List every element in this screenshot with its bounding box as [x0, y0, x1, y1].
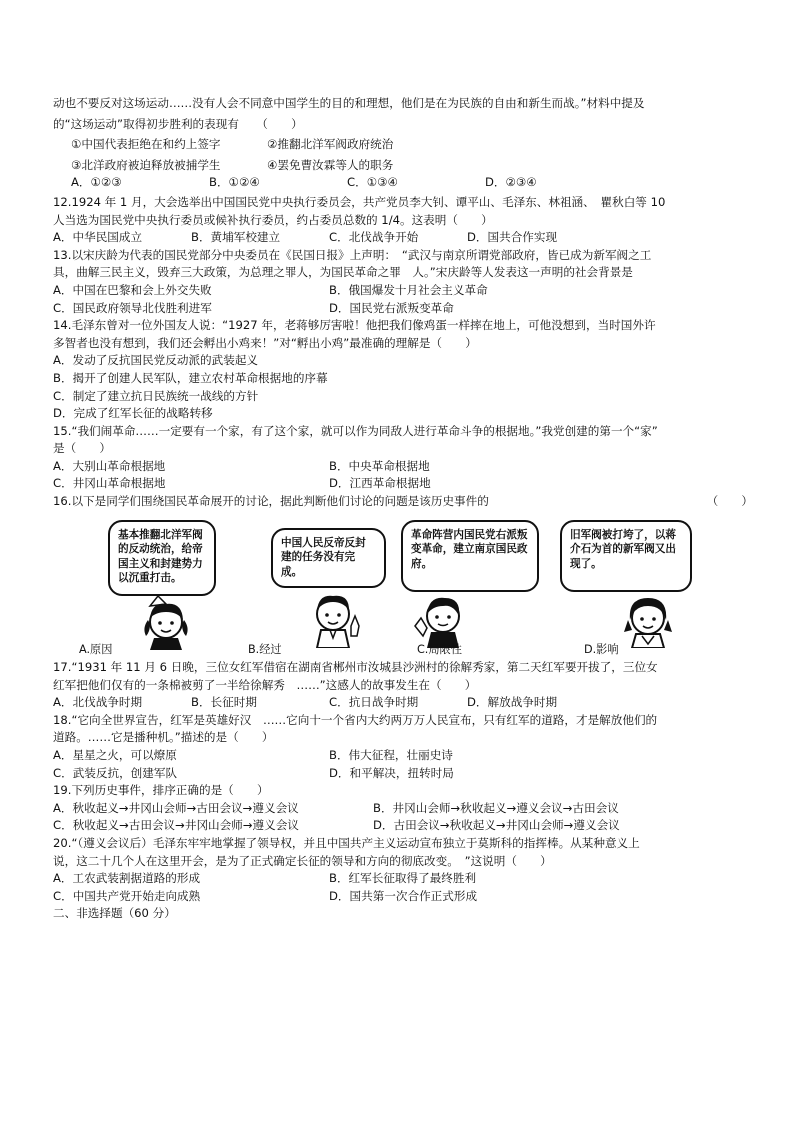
cartoon-c: [401, 520, 541, 660]
q16-option-a: A.原因: [79, 643, 113, 656]
q20-option-b: B．红军长征取得了最终胜利: [329, 871, 477, 886]
q11-line2: 的“这场运动”取得初步胜利的表现有 （ ）: [53, 116, 303, 131]
q19-option-d: D．古田会议→秋收起义→井冈山会师→遵义会议: [373, 818, 620, 833]
q11-option-a: A．①②③: [71, 175, 122, 190]
q13-line2: 具，曲解三民主义，毁弃三大政策，为总理之罪人，为国民革命之罪 人。”宋庆龄等人发表这一声明的社会背景是: [53, 265, 633, 280]
bubble-c: 革命阵营内国民党右派叛变革命，建立南京国民政府。: [401, 520, 539, 592]
q15-option-b: B．中央革命根据地: [329, 458, 430, 473]
q14-option-b: B．揭开了创建人民军队，建立农村革命根据地的序幕: [53, 370, 328, 385]
exam-page-lower: [53, 659, 753, 923]
q11-item-3: ③北洋政府被迫释放被捕学生: [71, 157, 221, 172]
q15-option-d: D．江西革命根据地: [329, 476, 431, 491]
q17-option-d: D．解放战争时期: [467, 695, 558, 710]
q11-item-2: ②推翻北洋军阀政府统治: [267, 137, 394, 152]
q13-line1: 13.以宋庆龄为代表的国民党部分中央委员在《民国日报》上声明： “武汉与南京所谓党部政府，皆已成为新军阀之工: [53, 247, 652, 262]
q18-option-d: D．和平解决，扭转时局: [329, 765, 454, 780]
q11-item-4: ④罢免曹汝霖等人的职务: [267, 157, 394, 172]
q16-option-b: B.经过: [248, 643, 282, 656]
q17-option-a: A．北伐战争时期: [53, 695, 143, 710]
cartoon-b: [271, 520, 386, 660]
q11-option-d: D．②③④: [485, 175, 537, 190]
q13-option-a: A．中国在巴黎和会上外交失败: [53, 282, 212, 297]
q17-option-c: C．抗日战争时期: [329, 695, 419, 710]
bubble-b: 中国人民反帝反封建的任务没有完成。: [271, 528, 386, 588]
q12-line2: 人当选为国民党中央执行委员或候补执行委员，约占委员总数的 1/4。这表明（ ）: [53, 212, 493, 227]
q19-option-c: C．秋收起义→古田会议→井冈山会师→遵义会议: [53, 818, 299, 833]
q19-option-b: B．井冈山会师→秋收起义→遵义会议→古田会议: [373, 800, 619, 815]
q11-option-c: C．①③④: [347, 175, 398, 190]
q18-line1: 18.“它向全世界宣告，红军是英雄好汉 ……它向十一个省内大约两万万人民宣布，只有红军的道路，才是解放他们的: [53, 712, 658, 727]
q16-bracket: （ ）: [706, 494, 753, 509]
exam-page: [53, 95, 753, 511]
bubble-a: 基本推翻北洋军阀的反动统治，给帝国主义和封建势力以沉重打击。: [108, 520, 216, 596]
q17-option-b: B．长征时期: [191, 695, 257, 710]
q12-line1: 12.1924 年 1 月，大会选举出中国国民党中央执行委员会，共产党员李大钊、谭平山、毛泽东、林祖涵、 瞿秋白等 10: [53, 194, 666, 209]
q17-line1: 17.“1931 年 11 月 6 日晚，三位女红军借宿在湖南省郴州市汝城县沙洲村的徐解秀家，第二天红军要开拔了，三位女: [53, 660, 658, 674]
q14-line2: 多智者也没有想到，我们还会孵出小鸡来！”对“孵出小鸡”最准确的理解是（ ）: [53, 335, 477, 350]
q16-cartoons: [53, 520, 753, 660]
q14-option-d: D．完成了红军长征的战略转移: [53, 406, 213, 421]
q14-option-c: C．制定了建立抗日民族统一战线的方针: [53, 388, 259, 403]
q19-line1: 19.下列历史事件，排序正确的是（ ）: [53, 783, 269, 798]
q20-option-c: C．中国共产党开始走向成熟: [53, 888, 201, 903]
student-d-icon: [618, 590, 678, 648]
q13-option-c: C．国民政府领导北伐胜利进军: [53, 300, 212, 315]
q11-option-b: B．①②④: [209, 175, 260, 190]
q18-line2: 道路。……它是播种机。”描述的是（ ）: [53, 730, 274, 745]
student-b-icon: [303, 586, 363, 648]
q18-option-b: B．伟大征程，壮丽史诗: [329, 747, 453, 762]
student-a-icon: [136, 592, 196, 650]
q20-line2: 说，这二十几个人在这里开会，是为了正式确定长征的领导和方向的彻底改变。 ”这说明（ ）: [53, 853, 552, 868]
q13-option-b: B．俄国爆发十月社会主义革命: [329, 282, 488, 297]
cartoon-d: [560, 520, 700, 660]
q15-option-c: C．井冈山革命根据地: [53, 476, 166, 491]
q15-option-a: A．大别山革命根据地: [53, 458, 166, 473]
q16-option-d: D.影响: [584, 643, 619, 656]
q16-line1: 16.以下是同学们围绕国民革命展开的讨论，据此判断他们讨论的问题是该历史事件的: [53, 494, 489, 509]
cartoon-a: [108, 520, 218, 660]
q14-line1: 14.毛泽东曾对一位外国友人说：“1927 年，老蒋够厉害啦！他把我们像鸡蛋一样摔在地上，可他没想到，当时国外许: [53, 318, 656, 333]
q20-option-d: D．国共第一次合作正式形成: [329, 888, 478, 903]
q18-option-c: C．武装反抗，创建军队: [53, 765, 178, 780]
student-c-icon: [411, 588, 471, 648]
section-2-heading: 二、非选择题（60 分）: [53, 906, 176, 921]
q15-line2: 是（ ）: [53, 441, 111, 456]
q13-option-d: D．国民党右派叛变革命: [329, 300, 454, 315]
bubble-d: 旧军阀被打垮了，以蒋介石为首的新军阀又出现了。: [560, 520, 692, 592]
q19-option-a: A．秋收起义→井冈山会师→古田会议→遵义会议: [53, 800, 299, 815]
q18-option-a: A．星星之火，可以燎原: [53, 747, 177, 762]
q20-line1: 20.“（遵义会议后）毛泽东牢牢地掌握了领导权，并且中国共产主义运动宣布独立于莫斯科的指挥棒。从某种意义上: [53, 835, 640, 850]
q14-option-a: A．发动了反抗国民党反动派的武装起义: [53, 353, 259, 368]
q20-option-a: A．工农武装割据道路的形成: [53, 871, 201, 886]
q12-option-d: D．国共合作实现: [467, 230, 558, 245]
q12-option-c: C．北伐战争开始: [329, 230, 419, 245]
q11-line1: 动也不要反对这场运动……没有人会不同意中国学生的目的和理想，他们是在为民族的自由和新生而战。”材料中提及: [53, 96, 645, 110]
q16-option-c: C.局限性: [417, 643, 462, 656]
q17-line2: 红军把他们仅有的一条棉被剪了一半给徐解秀 ……”这感人的故事发生在（ ）: [53, 677, 477, 692]
q12-option-b: B．黄埔军校建立: [191, 230, 281, 245]
q11-item-1: ①中国代表拒绝在和约上签字: [71, 137, 221, 152]
q15-line1: 15.“我们闹革命……一定要有一个家，有了这个家，就可以作为同敌人进行革命斗争的根据地。”我党创建的第一个“家”: [53, 423, 658, 438]
q12-option-a: A．中华民国成立: [53, 230, 143, 245]
